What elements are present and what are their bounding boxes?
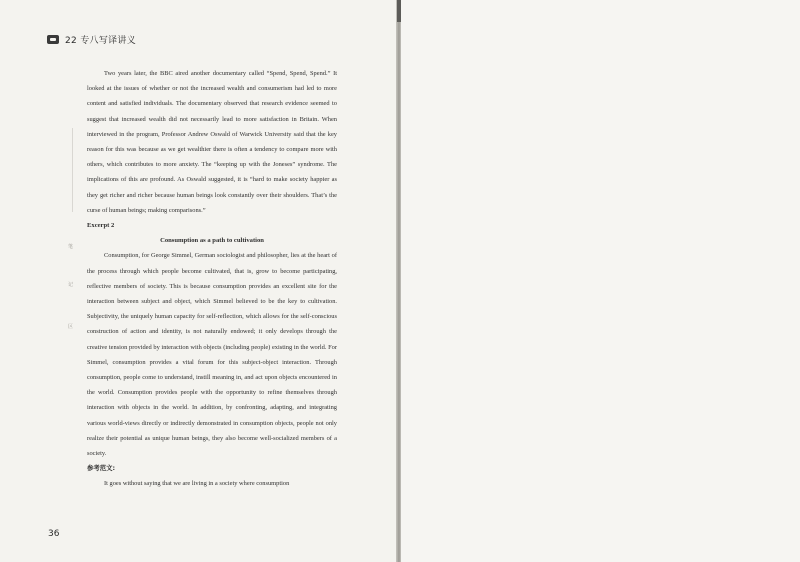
excerpt-label: Excerpt 2: [87, 222, 115, 230]
book-badge-icon: [47, 35, 59, 44]
margin-note-1: 笔: [68, 244, 74, 250]
excerpt-body: Consumption, for George Simmel, German sociologist and philosopher, lies at the heart of the process through which people become cultivated, that is, grow to become participating, reflective members of society. This is because consumption provides an excellent site for the interaction between subject and object, which Simmel believed to be the key to cultivation. Subjectivity, the uniquely human capacity for self-reflection, which allows for the self-conscious construction of action and identity, is not naturally endowed; it only develops through the creative tension provided by interaction with objects (including people) existing in the world. For Simmel, consumption provides a vital forum for this subject-object interaction. Through consumption, people come to understand, instill meaning in, and act upon objects encountered in the world. Consumption provides people with the opportunity to refine themselves through interaction with objects in the world. In addition, by confronting, adapting, and integrating various world-views directly or indirectly demonstrated in consumption objects, people not only realize their potential as unique human beings, they also become well-socialized members of a society.: [87, 252, 337, 458]
page-number: 36: [48, 529, 60, 539]
right-page-blank: [401, 0, 800, 562]
paragraph-1: Two years later, the BBC aired another documentary called “Spend, Spend, Spend.” It looked at the issues of whether or not the increased wealth and consumerism had led to more content and satisfied individuals. The documentary observed that research evidence seemed to suggest that increased wealth did not necessarily lead to more satisfaction in Britain. When interviewed in the program, Professor Andrew Oswald of Warwick University said that the key reason for this was because as we get wealthier there is often a tendency to compare more with others, which contributes to more anxiety. The “keeping up with the Joneses” syndrome. The implications of this are profound. As Oswald suggested, it is “hard to make society happier as they get richer and richer because human beings look constantly over their shoulders. That’s the curse of human beings; making comparisons.”: [87, 70, 337, 214]
margin-note-2: 记: [68, 282, 74, 288]
header-title: 22 专八写译讲义: [65, 35, 137, 46]
reference-text: It goes without saying that we are living in a society where consumption: [104, 480, 290, 488]
margin-rule: [72, 128, 73, 212]
page-content: [87, 66, 337, 492]
running-header: [47, 32, 136, 46]
left-page: [0, 0, 398, 562]
margin-note-3: 区: [68, 324, 74, 330]
reference-label: 参考范文:: [87, 464, 116, 473]
excerpt-title: Consumption as a path to cultivation: [160, 237, 264, 245]
